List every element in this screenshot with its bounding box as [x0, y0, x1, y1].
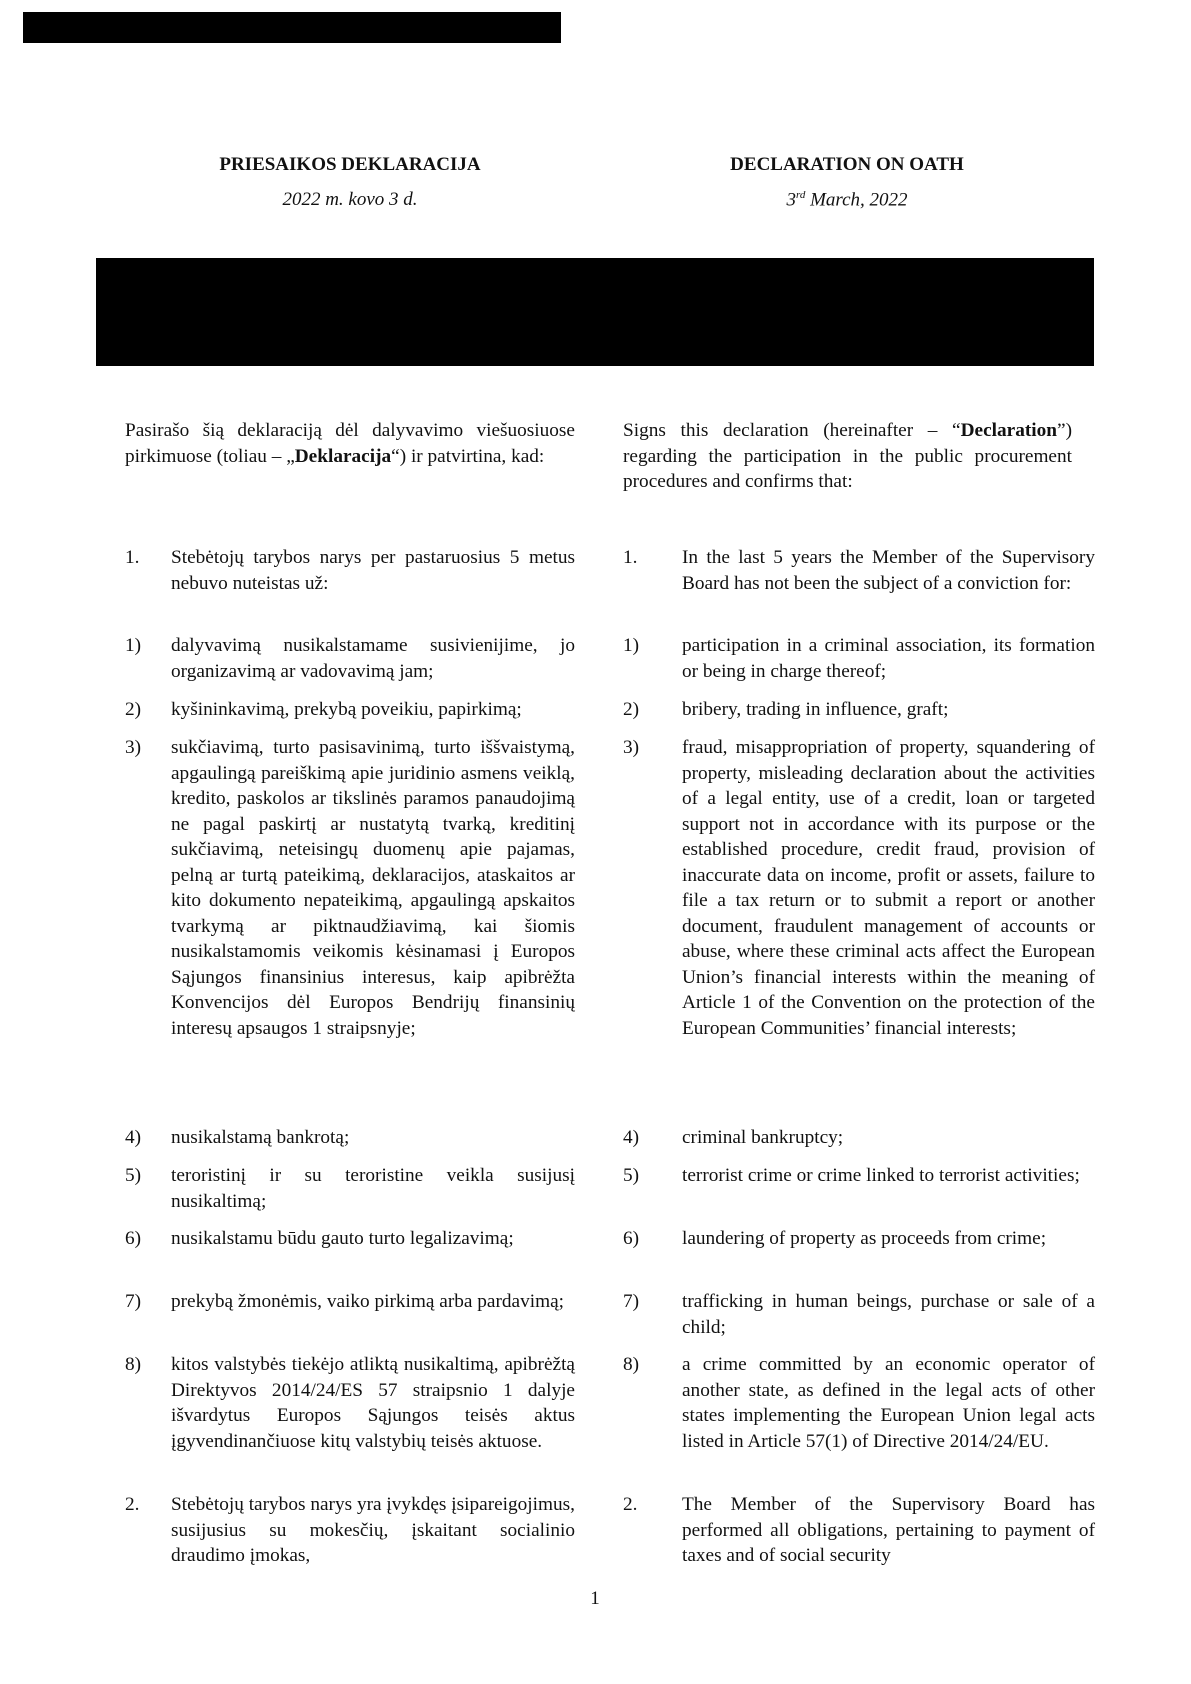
intro-text: Signs this declaration (hereinafter – “	[623, 420, 961, 441]
item-text: sukčiavimą, turto pasisavinimą, turto iššvaistymą, apgaulingą pareiškimą apie juridinio asmens veiklą, kredito, paskolos ar tikslinės paramos panaudojimą ne pagal paskirtį ar nustatytą tvarką, kreditinį sukčiavimą, neteisingų duomenų apie pajamas, pelną ar turtą pateikimą, deklaracijos, ataskaitos ar kito dokumento nepateikimą, apgaulingą apskaitos tvarkymą ar piktnaudžiavimą, kai šiomis nusikalstamomis veikomis kėsinamasi į Europos Sąjungos finansinius interesus, kaip apibrėžta Konvencijos dėl Europos Bendrijų finansinių interesų apsaugos 1 straipsnyje;	[171, 737, 575, 1039]
redaction-bar-signatory	[96, 258, 1094, 366]
item-number: 7)	[623, 1291, 640, 1312]
item-text: laundering of property as proceeds from crime;	[682, 1228, 1047, 1249]
page-number: 1	[590, 1588, 600, 1609]
item-number: 4)	[623, 1127, 640, 1148]
item-number: 1.	[125, 547, 140, 568]
item-number: 1)	[125, 635, 142, 656]
item-number: 5)	[623, 1165, 640, 1186]
item-number: 1)	[623, 635, 640, 656]
date-lithuanian: 2022 m. kovo 3 d.	[282, 189, 418, 210]
item-text: The Member of the Supervisory Board has performed all obligations, pertaining to payment of taxes and of social security	[682, 1494, 1095, 1566]
item-text: a crime committed by an economic operator of another state, as defined in the legal acts of other states implementing the European Union legal acts listed in Article 57(1) of Directive 2014/24/EU.	[682, 1354, 1095, 1452]
item-number: 2)	[125, 699, 142, 720]
item-number: 6)	[125, 1228, 142, 1249]
item-number: 7)	[125, 1291, 142, 1312]
item-number: 2.	[623, 1494, 638, 1515]
redaction-bar-header	[23, 12, 561, 43]
item-text: kitos valstybės tiekėjo atliktą nusikaltimą, apibrėžtą Direktyvos 2014/24/ES 57 straipsnio 1 dalyje išvardytus Europos Sąjungos teisės aktus įgyvendinančiuose kitų valstybių teisės aktuose.	[171, 1354, 575, 1452]
item-number: 3)	[125, 737, 142, 758]
item-text: criminal bankruptcy;	[682, 1127, 844, 1148]
item-number: 8)	[125, 1354, 142, 1375]
intro-paragraph-english	[623, 418, 1072, 495]
item-number: 8)	[623, 1354, 640, 1375]
item-number: 5)	[125, 1165, 142, 1186]
date-day: 3	[786, 189, 796, 211]
title-lithuanian: PRIESAIKOS DEKLARACIJA	[219, 154, 481, 175]
title-english: DECLARATION ON OATH	[730, 154, 964, 175]
item-text: fraud, misappropriation of property, squandering of property, misleading declaration about the activities of a legal entity, use of a credit, loan or targeted support not in accordance with its purpose or the established procedure, credit fraud, provision of inaccurate data on income, profit or assets, failure to file a tax return or to submit a report or another document, fraudulent management of accounts or abuse, where these criminal acts affect the European Union’s financial interests within the meaning of Article 1 of the Convention on the protection of the European Communities’ financial interests;	[682, 737, 1095, 1039]
item-text: dalyvavimą nusikalstamame susivienijime, jo organizavimą ar vadovavimą jam;	[171, 635, 575, 682]
item-number: 3)	[623, 737, 640, 758]
item-text: nusikalstamu būdu gauto turto legalizavimą;	[171, 1228, 514, 1249]
item-text: bribery, trading in influence, graft;	[682, 699, 949, 720]
item-text: trafficking in human beings, purchase or sale of a child;	[682, 1291, 1095, 1338]
item-text: prekybą žmonėmis, vaiko pirkimą arba pardavimą;	[171, 1291, 564, 1312]
item-text: In the last 5 years the Member of the Supervisory Board has not been the subject of a conviction for:	[682, 547, 1095, 594]
defined-term: Deklaracija	[294, 445, 392, 467]
intro-text: Pasirašo šią deklaraciją dėl dalyvavimo viešuosiuose pirkimuose (toliau – „	[125, 420, 575, 467]
item-text: Stebėtojų tarybos narys yra įvykdęs įsipareigojimus, susijusius su mokesčių, įskaitant socialinio draudimo įmokas,	[171, 1494, 575, 1566]
item-number: 4)	[125, 1127, 142, 1148]
date-english	[622, 189, 1072, 211]
item-text: Stebėtojų tarybos narys per pastaruosius 5 metus nebuvo nuteistas už:	[171, 547, 575, 594]
item-number: 6)	[623, 1228, 640, 1249]
intro-paragraph-lithuanian	[125, 418, 575, 469]
intro-text: ”) regarding the participation in the public procurement procedures and confirms that:	[623, 420, 1072, 492]
date-ordinal-suffix: rd	[795, 189, 806, 201]
item-text: teroristinį ir su teroristine veikla susijusį nusikaltimą;	[171, 1165, 575, 1212]
date-rest: March, 2022	[805, 189, 908, 211]
item-text: kyšininkavimą, prekybą poveikiu, papirkimą;	[171, 699, 522, 720]
item-text: nusikalstamą bankrotą;	[171, 1127, 350, 1148]
item-number: 2)	[623, 699, 640, 720]
item-text: participation in a criminal association, its formation or being in charge thereof;	[682, 635, 1095, 682]
defined-term: Declaration	[960, 420, 1058, 441]
item-number: 1.	[623, 547, 638, 568]
item-number: 2.	[125, 1494, 140, 1515]
intro-text: “) ir patvirtina, kad:	[391, 445, 545, 467]
item-text: terrorist crime or crime linked to terrorist activities;	[682, 1165, 1080, 1186]
